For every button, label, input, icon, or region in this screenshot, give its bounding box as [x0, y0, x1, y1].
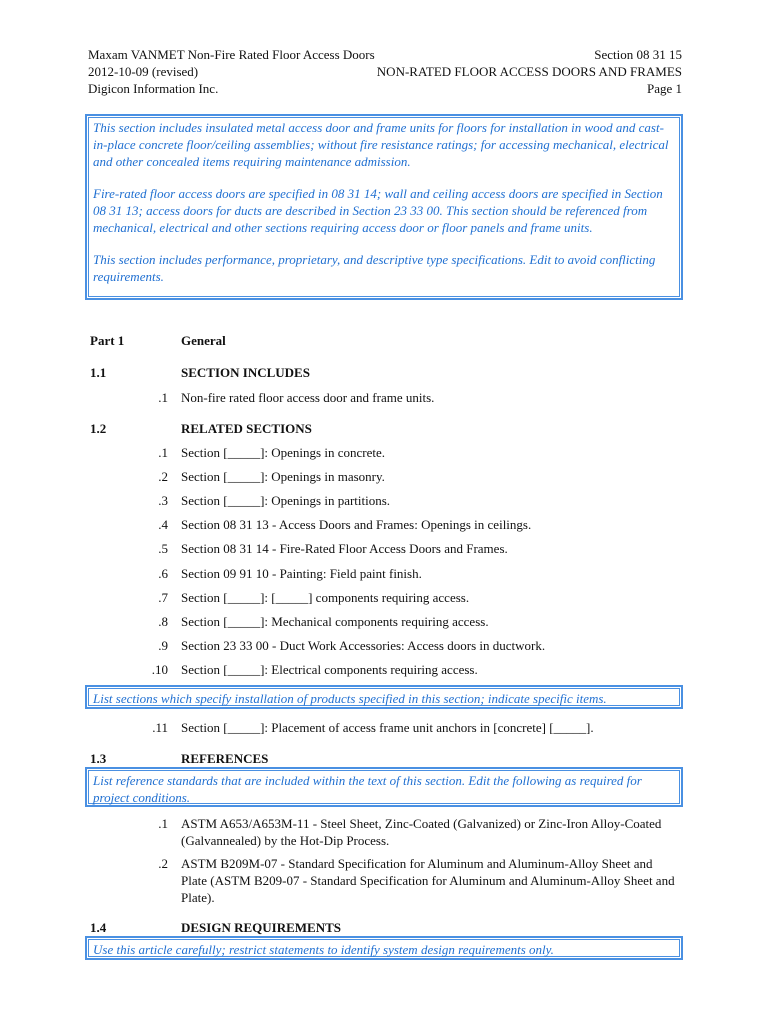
header-section-title: NON-RATED FLOOR ACCESS DOORS AND FRAMES: [376, 64, 682, 79]
item-number: .9: [158, 638, 168, 653]
editor-note-text: Use this article carefully; restrict statements to identify system design requirements only.: [93, 942, 554, 957]
item-text: Section [_____]: Mechanical components requiring access.: [181, 614, 489, 629]
header-revision-date: 2012-10-09 (revised): [88, 64, 199, 79]
intro-note-paragraph: This section includes insulated metal access door and frame units for floors for installation in wood and cast-in-place concrete floor/ceiling assemblies; without fire resistance ratings; for accessing mechanical, electrical and other concealed items requiring maintenance admission.: [93, 120, 669, 169]
article-number: 1.1: [90, 365, 107, 380]
item-number: .4: [158, 517, 168, 532]
item-text: Section 08 31 13 - Access Doors and Frames: Openings in ceilings.: [181, 517, 532, 532]
related-sections-editor-note: [85, 685, 683, 709]
item-number: .5: [158, 541, 168, 556]
item-text: Section [_____]: Openings in partitions.: [181, 493, 391, 508]
item-number: .3: [158, 493, 168, 508]
article-number: 1.4: [90, 920, 107, 935]
editor-note-text: List reference standards that are included within the text of this section. Edit the following as required for project conditions.: [93, 773, 642, 805]
item-number: .6: [158, 566, 168, 581]
article-title: DESIGN REQUIREMENTS: [181, 920, 342, 935]
item-text: Section [_____]: Placement of access frame unit anchors in [concrete] [_____].: [181, 720, 594, 735]
header-page-number: Page 1: [646, 81, 682, 96]
item-number: .7: [158, 590, 168, 605]
intro-note-paragraph: This section includes performance, proprietary, and descriptive type specifications. Edit to avoid conflicting requirements.: [93, 252, 656, 284]
item-text: ASTM A653/A653M-11 - Steel Sheet, Zinc-Coated (Galvanized) or Zinc-Iron Alloy-Coated (Galvannealed) by the Hot-Dip Process.: [181, 816, 662, 848]
article-title: SECTION INCLUDES: [181, 365, 310, 380]
item-number: .10: [151, 662, 168, 677]
item-text: Section [_____]: Openings in masonry.: [181, 469, 385, 484]
item-text: ASTM B209M-07 - Standard Specification for Aluminum and Aluminum-Alloy Sheet and Plate (ASTM B209-07 - Standard Specification for Aluminum and Aluminum-Alloy Sheet and Plate).: [181, 856, 675, 905]
item-number: .1: [158, 445, 168, 460]
part-number: Part 1: [90, 333, 125, 348]
editor-note-text: List sections which specify installation of products specified in this section; indicate specific items.: [93, 691, 607, 706]
article-title: REFERENCES: [181, 751, 269, 766]
article-number: 1.2: [90, 421, 107, 436]
item-number: .11: [152, 720, 168, 735]
item-number: .1: [158, 816, 168, 831]
part-title: General: [181, 333, 226, 348]
item-text: Section 09 91 10 - Painting: Field paint finish.: [181, 566, 422, 581]
header-publisher: Digicon Information Inc.: [88, 81, 219, 96]
intro-editor-note: [85, 114, 683, 300]
intro-note-paragraph: Fire-rated floor access doors are specified in 08 31 14; wall and ceiling access doors are specified in Section 08 31 13; access doors for ducts are described in Section 23 33 00. This section should be referenced from mechanical, electrical and other sections requiring access door or floor panels and frame units.: [93, 186, 663, 235]
item-text: Section 23 33 00 - Duct Work Accessories: Access doors in ductwork.: [181, 638, 546, 653]
header-section-number: Section 08 31 15: [594, 47, 682, 62]
article-title: RELATED SECTIONS: [181, 421, 312, 436]
item-text: Section [_____]: Electrical components requiring access.: [181, 662, 478, 677]
item-number: .8: [158, 614, 168, 629]
item-text: Non-fire rated floor access door and frame units.: [181, 390, 435, 405]
item-number: .1: [158, 390, 168, 405]
design-requirements-editor-note: [85, 936, 683, 960]
header-product-title: Maxam VANMET Non-Fire Rated Floor Access Doors: [88, 47, 375, 62]
article-number: 1.3: [90, 751, 107, 766]
item-text: Section [_____]: [_____] components requiring access.: [181, 590, 470, 605]
references-editor-note: [85, 767, 683, 807]
item-number: .2: [158, 856, 168, 871]
item-text: Section [_____]: Openings in concrete.: [181, 445, 385, 460]
item-number: .2: [158, 469, 168, 484]
item-text: Section 08 31 14 - Fire-Rated Floor Access Doors and Frames.: [181, 541, 508, 556]
